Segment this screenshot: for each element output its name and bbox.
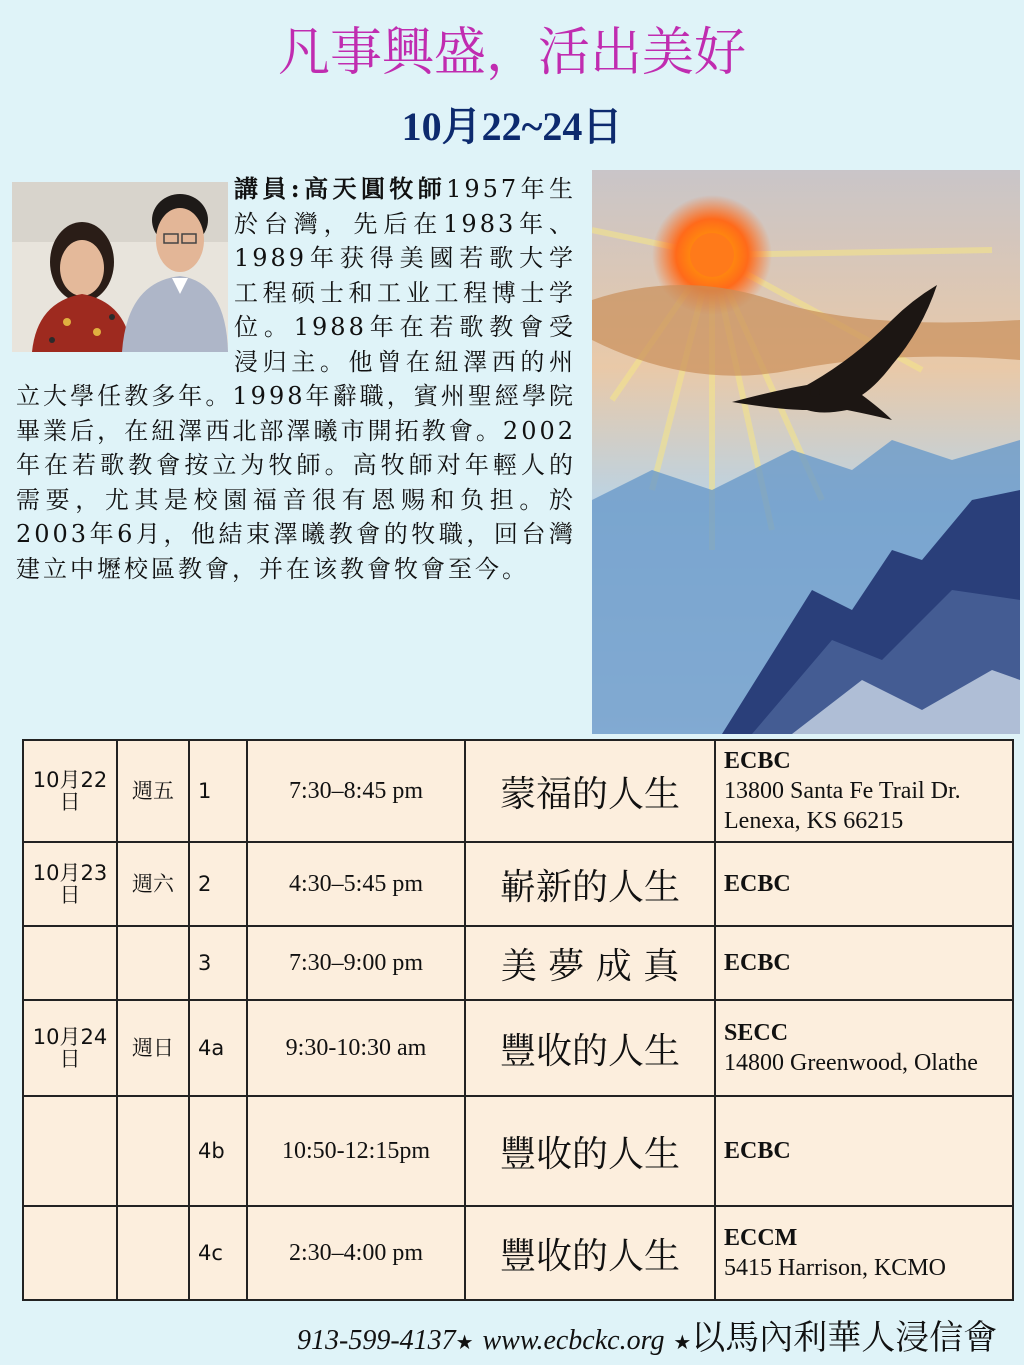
phone-number: 913-599-4137: [297, 1325, 456, 1356]
location-org: ECBC: [724, 950, 791, 976]
session-number: 1: [189, 740, 247, 842]
day-cell: 週日: [117, 1000, 189, 1096]
session-topic: 嶄新的人生: [465, 842, 715, 926]
date-cell: [23, 926, 117, 1000]
church-name: 以馬內利華人浸信會: [691, 1318, 998, 1358]
event-dates: 10月22~24日: [401, 104, 623, 149]
session-time: 10:50-12:15pm: [247, 1096, 465, 1206]
session-topic: 豐收的人生: [465, 1206, 715, 1300]
location-cell: [715, 1206, 1013, 1300]
location-cell: [715, 926, 1013, 1000]
star-icon: ★: [673, 1330, 692, 1354]
session-number: 2: [189, 842, 247, 926]
date-cell: [23, 1096, 117, 1206]
table-row: [23, 1206, 1013, 1300]
session-number: 3: [189, 926, 247, 1000]
location-cell: [715, 842, 1013, 926]
session-time: 7:30–9:00 pm: [247, 926, 465, 1000]
table-row: [23, 740, 1013, 842]
location-address: 13800 Santa Fe Trail Dr. Lenexa, KS 66215: [724, 778, 961, 834]
session-time: 7:30–8:45 pm: [247, 740, 465, 842]
day-cell: [117, 1096, 189, 1206]
table-row: [23, 1096, 1013, 1206]
date-cell: [23, 1206, 117, 1300]
star-icon: ★: [455, 1330, 474, 1354]
table-row: [23, 1000, 1013, 1096]
footer: [0, 1310, 1024, 1359]
session-topic: 蒙福的人生: [465, 740, 715, 842]
session-number: 4a: [189, 1000, 247, 1096]
location-address: 14800 Greenwood, Olathe: [724, 1050, 978, 1076]
speaker-label: 講員:高天圓牧師: [234, 174, 447, 203]
date-cell: 10月22日: [23, 740, 117, 842]
location-cell: [715, 1000, 1013, 1096]
session-number: 4c: [189, 1206, 247, 1300]
schedule-table: [22, 739, 1014, 1301]
session-topic: 豐收的人生: [465, 1096, 715, 1206]
day-cell: [117, 926, 189, 1000]
bio-text: 1957年生於台灣，先后在1983年、1989年获得美國若歌大学工程硕士和工业工程博士学位。1988年在若歌教會受浸归主。他曾在紐澤西的州立大學任教多年。1998年辭職，賓州聖經學院畢業后，在紐澤西北部澤曦市開拓教會。2002年在若歌教會按立为牧師。高牧師对年輕人的需要，尤其是校園福音很有恩赐和负担。於2003年6月，他結束澤曦教會的牧職，回台灣建立中壢校區教會，并在该教會牧會至今。: [16, 175, 576, 583]
location-org: ECBC: [724, 748, 791, 774]
location-org: SECC: [724, 1020, 789, 1046]
location-address: 5415 Harrison, KCMO: [724, 1255, 946, 1281]
speaker-bio: [16, 172, 576, 586]
session-topic: 美 夢 成 真: [465, 926, 715, 1000]
session-time: 9:30-10:30 am: [247, 1000, 465, 1096]
location-org: ECBC: [724, 1138, 791, 1164]
session-time: 4:30–5:45 pm: [247, 842, 465, 926]
poster-title: 凡事興盛，活出美好: [277, 23, 746, 83]
website-link[interactable]: www.ecbckc.org: [482, 1325, 665, 1356]
day-cell: 週五: [117, 740, 189, 842]
session-time: 2:30–4:00 pm: [247, 1206, 465, 1300]
session-number: 4b: [189, 1096, 247, 1206]
location-cell: [715, 1096, 1013, 1206]
location-org: ECCM: [724, 1225, 798, 1251]
eagle-painting: [592, 170, 1020, 734]
table-row: [23, 926, 1013, 1000]
day-cell: 週六: [117, 842, 189, 926]
day-cell: [117, 1206, 189, 1300]
table-row: [23, 842, 1013, 926]
date-cell: 10月24日: [23, 1000, 117, 1096]
date-cell: 10月23日: [23, 842, 117, 926]
session-topic: 豐收的人生: [465, 1000, 715, 1096]
location-cell: [715, 740, 1013, 842]
location-org: ECBC: [724, 871, 791, 897]
